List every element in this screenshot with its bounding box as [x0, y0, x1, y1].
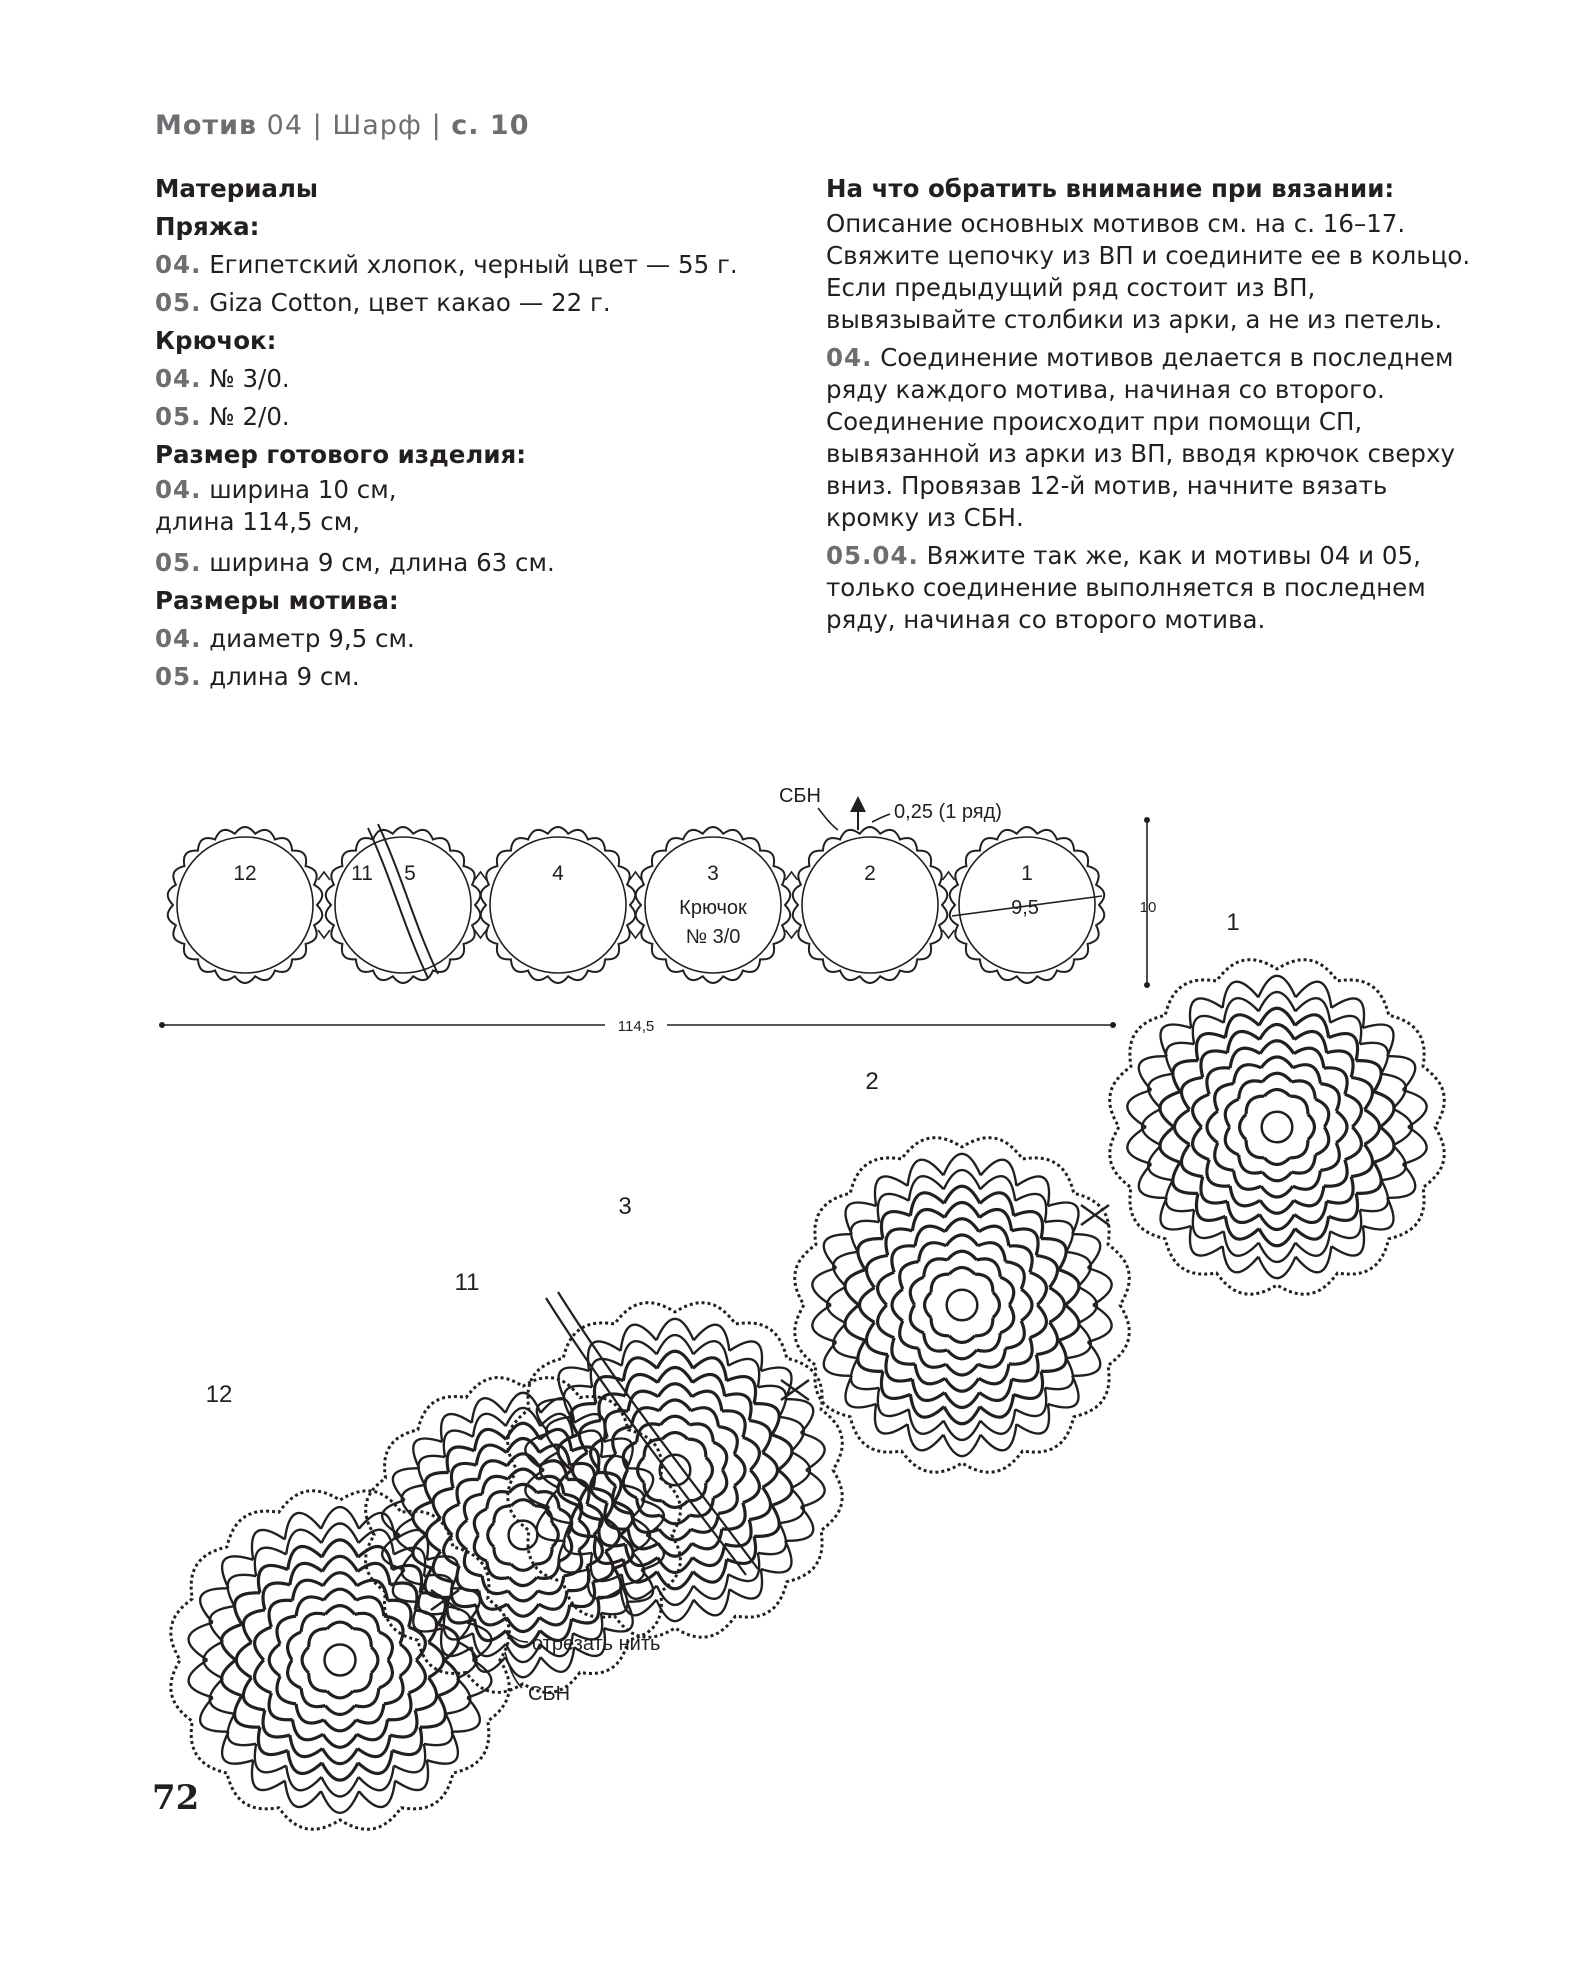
picot-edge	[795, 1138, 1130, 1473]
height-label: 10	[1139, 899, 1157, 916]
motif-label: 11	[351, 862, 373, 885]
stitch-row	[204, 1524, 477, 1797]
schematic-motif-strip	[168, 827, 1104, 983]
stitch-row	[302, 1622, 378, 1698]
notes-title: На что обратить внимание при вязании:	[826, 174, 1395, 203]
join-stitch	[781, 1380, 809, 1400]
stitch-row	[1193, 1041, 1362, 1214]
motif-label: 1	[1021, 862, 1033, 885]
item-text: ширина 9 см, длина 63 см.	[209, 548, 555, 577]
motif-number: 2	[865, 1068, 879, 1095]
stitch-row	[1240, 1090, 1315, 1165]
crochet-motif	[795, 1138, 1130, 1473]
header-motif-num: 04	[266, 110, 304, 141]
size-title: Размер готового изделия:	[155, 440, 527, 469]
schematic-join	[318, 872, 330, 938]
sbn-leader	[818, 808, 838, 830]
stitch-row	[827, 1170, 1097, 1440]
center-ring	[1262, 1112, 1293, 1143]
item-number: 05.	[155, 288, 202, 317]
dimension-dot	[1144, 982, 1150, 988]
schematic-motif	[481, 827, 635, 983]
crochet-motif	[508, 1303, 843, 1638]
notes-paragraph: Описание основных мотивов см. на с. 16–17. Свяжите цепочку из ВП и соедините ее в кольцо. Если предыдущий ряд состоит из ВП, вывязывайте столбики из арки, а не из петель.	[826, 209, 1471, 334]
edge-label: 0,25 (1 ряд)	[894, 801, 1002, 823]
materials-title: Материалы	[155, 174, 319, 203]
item-number: 05.04.	[826, 541, 919, 570]
stitch-row	[925, 1268, 1000, 1343]
motif-label: 5	[404, 862, 416, 885]
center-ring	[325, 1645, 356, 1676]
schematic-motif	[793, 827, 947, 983]
motif-number: 11	[454, 1269, 480, 1296]
motif-number: 3	[618, 1193, 632, 1220]
item-text: длина 9 см.	[209, 662, 360, 691]
motif-label: 4	[552, 862, 564, 885]
item-text: длина 114,5 см,	[155, 507, 361, 536]
cut-label: отрезать нить	[532, 1633, 661, 1655]
sbn-label: СБН	[528, 1683, 571, 1705]
dimension-dot	[1144, 817, 1150, 823]
item-text: диаметр 9,5 см.	[209, 624, 415, 653]
item-number: 04.	[155, 475, 202, 504]
item-number: 04.	[155, 624, 202, 653]
item-text: ширина 10 см,	[209, 475, 397, 504]
item-number: 05.	[155, 662, 202, 691]
item-text: Вяжите так же, как и мотивы 04 и 05, только соединение выполняется в последнем ряду, начиная со второго мотива.	[826, 541, 1426, 634]
item-text: № 3/0.	[209, 364, 290, 393]
item-text: № 2/0.	[209, 402, 290, 431]
page-number: 72	[152, 1778, 200, 1818]
header-item: Шарф	[332, 110, 422, 141]
motif-size-title: Размеры мотива:	[155, 586, 399, 615]
stitch-row	[236, 1556, 443, 1763]
header-page-ref: с. 10	[451, 110, 530, 141]
motif-label: 2	[864, 862, 876, 885]
motif-label: 3	[707, 862, 719, 885]
dimension-dot	[1110, 1022, 1116, 1028]
stitch-row	[1175, 1025, 1380, 1230]
item-number: 04.	[155, 364, 202, 393]
stitch-row	[488, 1500, 559, 1571]
length-label: 114,5	[617, 1018, 655, 1035]
header-sep: |	[312, 110, 323, 141]
yarn-title: Пряжа:	[155, 212, 260, 241]
hook-note: Крючок	[679, 897, 747, 919]
stitch-row	[638, 1433, 713, 1508]
item-text: Египетский хлопок, черный цвет — 55 г.	[209, 250, 738, 279]
header-motif-label: Мотив	[155, 110, 258, 141]
sbn-label: СБН	[778, 785, 822, 807]
motif-number: 1	[1226, 909, 1240, 936]
diameter-label: 9,5	[1011, 897, 1039, 919]
schematic-motif	[168, 827, 322, 983]
picot-edge	[508, 1303, 843, 1638]
item-number: 05.	[155, 548, 202, 577]
schematic-join	[943, 872, 955, 938]
item-text: Giza Cotton, цвет какао — 22 г.	[209, 288, 611, 317]
stitch-row	[878, 1219, 1047, 1392]
stitch-row	[1142, 992, 1412, 1262]
stitch-row	[860, 1203, 1065, 1408]
edge-leader	[872, 814, 890, 822]
crochet-motif	[1110, 960, 1445, 1295]
motif-label: 12	[233, 862, 257, 885]
item-number: 04.	[826, 343, 873, 372]
dimension-dot	[159, 1022, 165, 1028]
picot-edge	[1110, 960, 1445, 1295]
schematic-motif	[326, 827, 480, 983]
item-text: Соединение мотивов делается в последнем ряду каждого мотива, начиная со второго. Соединение происходит при помощи СП, вывязанной из арки из ВП, вводя крючок сверху вниз. Провязав 12-й мотив, начните вязать кромку из СБН.	[826, 343, 1455, 532]
item-number: 05.	[155, 402, 202, 431]
hook-note: № 3/0	[685, 926, 741, 948]
schematic-join	[786, 872, 798, 938]
motif-number: 12	[205, 1381, 233, 1408]
hook-title: Крючок:	[155, 326, 277, 355]
center-ring	[947, 1290, 978, 1321]
detailed-motifs	[171, 960, 1445, 1830]
header-sep: |	[431, 110, 442, 141]
item-number: 04.	[155, 250, 202, 279]
